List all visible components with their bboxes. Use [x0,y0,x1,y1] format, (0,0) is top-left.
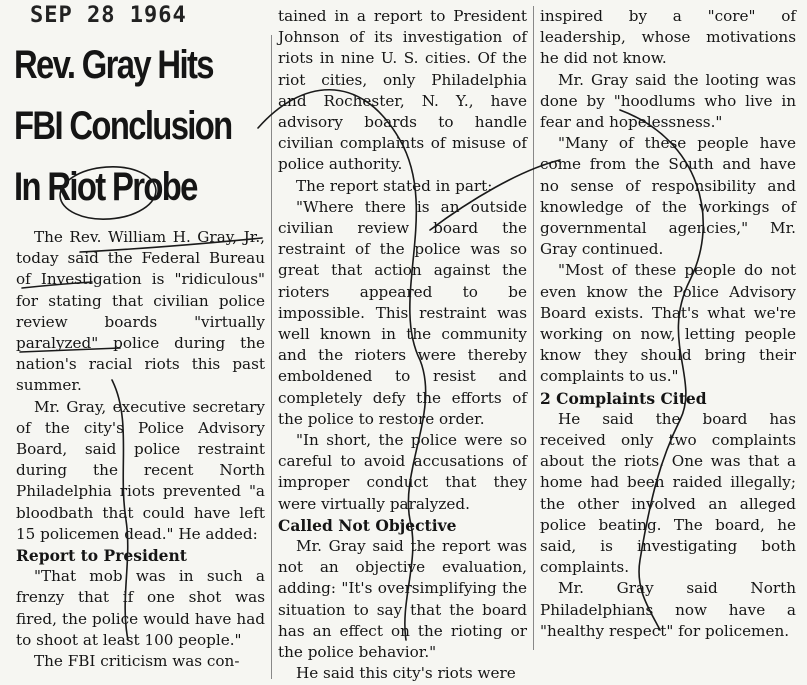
paragraph: "That mob was in such a frenzy that if one shot was fired, the police would have had to shoot at least 100 people." [16,567,265,649]
paragraph: He said the board has received only two complaints about the riots. One was that a home had been raided illegally; the other involved an alleged police beating. The board, he said, is investigating both complaints. [540,409,796,577]
paragraph: inspired by a "core" of leadership, whose motivations he did not know. [540,7,796,68]
date-stamp: SEP 28 1964 [30,3,187,28]
headline-line-1: Rev. Gray Hits [14,43,213,87]
paragraph: "Where there is an outside civilian review board the restraint of the police was so great that action against the rioters appeared to be impossible. This restraint was well known in the community and the rioters were thereby emboldened to resist and completely defy the efforts of the police to restore order. [278,197,527,428]
subhead: Called Not Objective [278,515,457,535]
paragraph: The FBI criticism was con- [34,652,240,671]
headline [14,35,232,218]
paragraph: "In short, the police were so careful to avoid accusations of improper conduct that they were virtually paralyzed. [278,431,527,513]
paragraph: "Most of these people do not even know the Police Advisory Board exists. That's what we're working on now, letting people know they should bring their complaints to us." [540,261,796,386]
headline-line-3: In Riot Probe [14,165,197,209]
subhead: 2 Complaints Cited [540,388,707,408]
subhead: Report to President [16,546,187,566]
paragraph: He said this city's riots were [296,664,516,683]
paragraph: Mr. Gray, executive secretary of the city's Police Advisory Board, said police restraint during the recent North Philadelphia riots prevented "a bloodbath that could have left 15 policemen dead." He added: [16,397,265,543]
paragraph: The report stated in part: [296,176,493,195]
article-column-1 [10,35,272,679]
paragraph: Mr. Gray said the looting was done by "hoodlums who live in fear and hopelessness." [540,70,796,132]
paragraph: "Many of these people have come from the South and have no sense of responsibility and knowledge of the workings of governmental agencies," Mr. Gray continued. [540,134,796,259]
headline-line-2: FBI Conclusion [14,104,232,148]
article-column-2 [272,6,534,683]
paragraph: Mr. Gray said North Philadelphians now have a "healthy respect" for policemen. [540,579,796,640]
article-column-3 [534,6,802,650]
paragraph: Mr. Gray said the report was not an objective evaluation, adding: "It's oversimplifying the situation to say that the board has an effect on the rioting or the police behavior." [278,537,527,662]
paragraph: The Rev. William H. Gray, Jr., today said the Federal Bureau of Investigation is "ridiculous" for stating that civilian police review boards "virtually paralyzed" police during the nation's racial riots this past summer. [16,228,265,395]
paragraph: tained in a report to President Johnson of its investigation of riots in nine U. S. cities. Of the riot cities, only Philadelphia and Rochester, N. Y., have advisory boards to handle civilian complaints of misuse of police authority. [278,7,527,174]
